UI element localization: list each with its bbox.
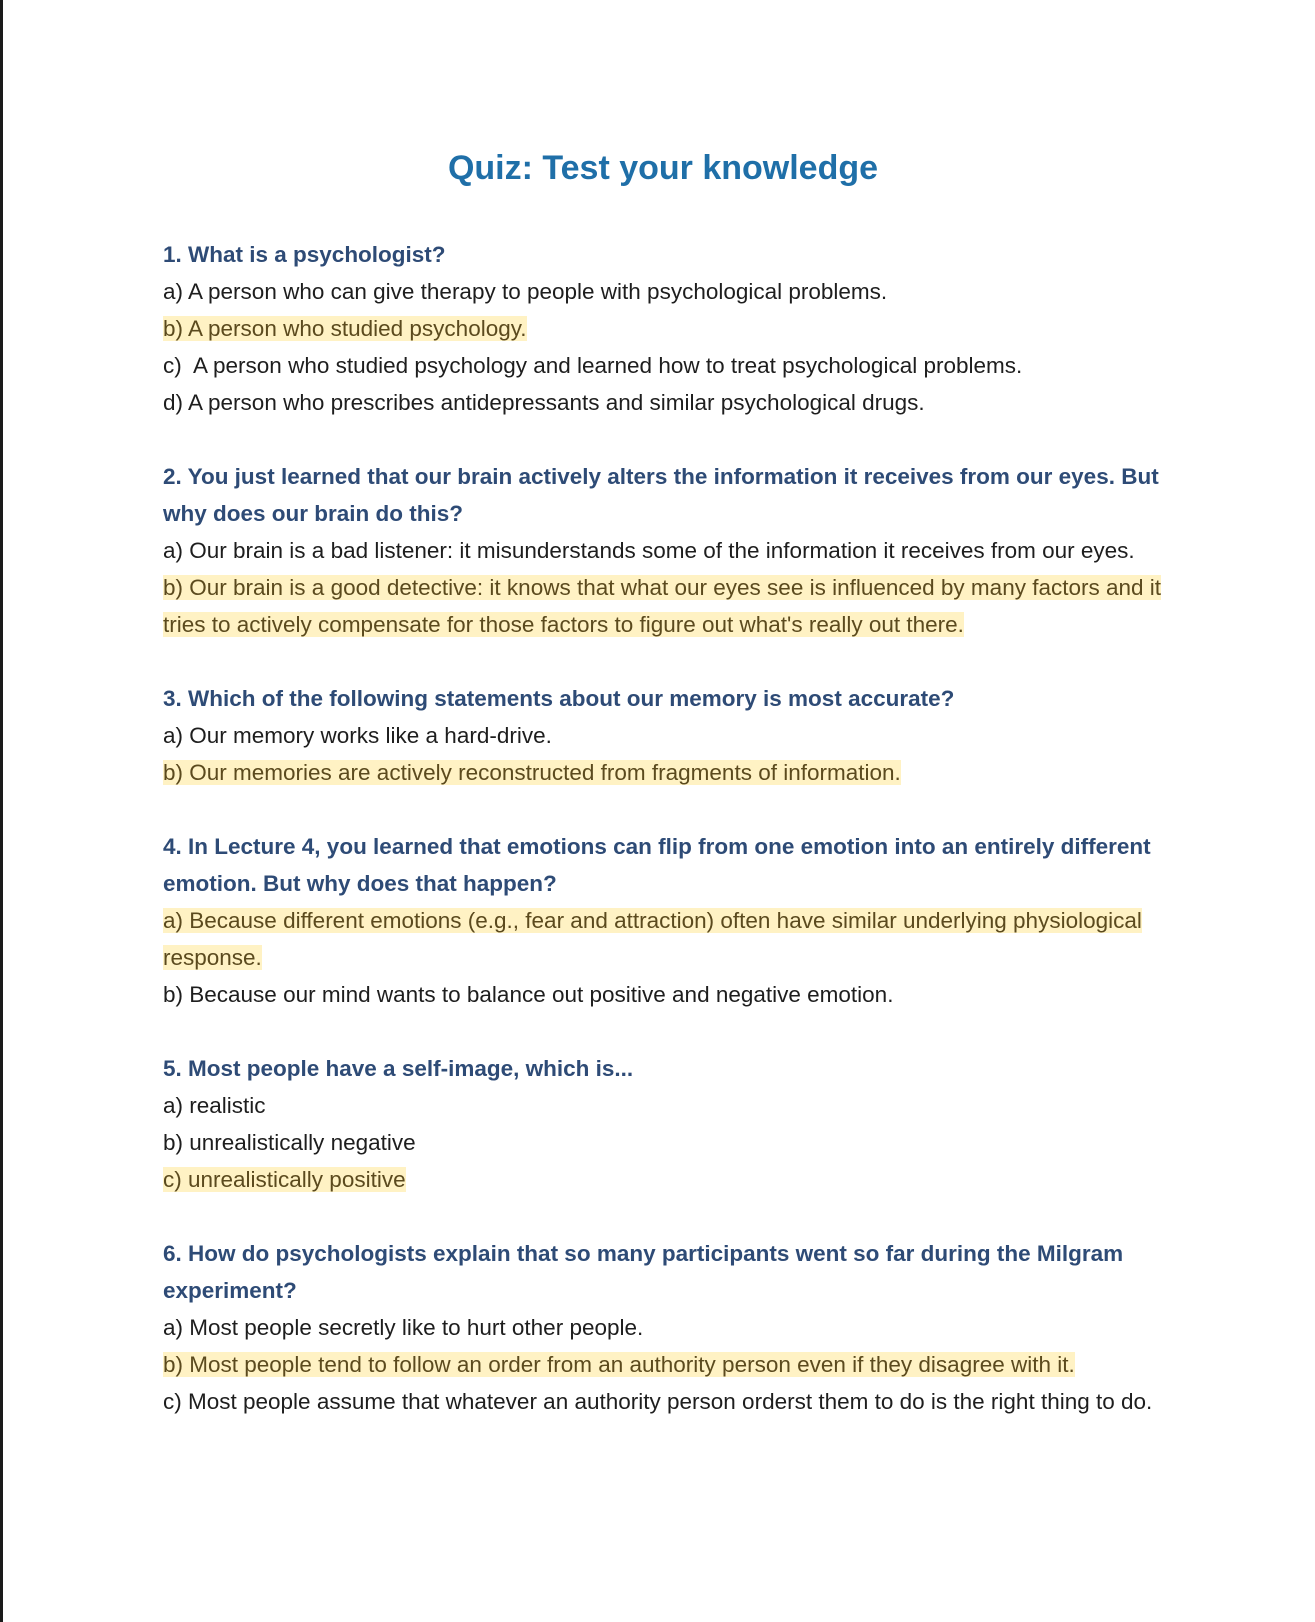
question-2-answer-a: a) Our brain is a bad listener: it misunderstands some of the information it receives from our eyes. xyxy=(163,538,1135,563)
question-1 xyxy=(163,236,1173,421)
highlighted-answer: b) Most people tend to follow an order from an authority person even if they disagree with it. xyxy=(163,1352,1075,1377)
question-6-answer-c: c) Most people assume that whatever an authority person orderst them to do is the right thing to do. xyxy=(163,1389,1153,1414)
highlighted-answer: b) Our memories are actively reconstructed from fragments of information. xyxy=(163,760,901,785)
quiz-content xyxy=(163,236,1173,1457)
question-2-text: 2. You just learned that our brain actively alters the information it receives from our eyes. But why does our brain do this? xyxy=(163,464,1159,526)
question-4-answer-a xyxy=(163,902,1173,976)
question-5 xyxy=(163,1050,1173,1198)
question-1-answer-d: d) A person who prescribes antidepressants and similar psychological drugs. xyxy=(163,390,925,415)
question-3-answer-b xyxy=(163,754,1173,791)
question-5-answer-c xyxy=(163,1161,1173,1198)
question-2 xyxy=(163,458,1173,643)
highlighted-answer: b) Our brain is a good detective: it knows that what our eyes see is influenced by many factors and it tries to actively compensate for those factors to figure out what's really out there. xyxy=(163,575,1162,637)
page-title: Quiz: Test your knowledge xyxy=(447,149,879,187)
question-3-text: 3. Which of the following statements about our memory is most accurate? xyxy=(163,686,955,711)
highlighted-answer: c) unrealistically positive xyxy=(163,1167,406,1192)
question-5-answer-a: a) realistic xyxy=(163,1093,266,1118)
question-1-text: 1. What is a psychologist? xyxy=(163,242,446,267)
question-6-answer-a: a) Most people secretly like to hurt other people. xyxy=(163,1315,644,1340)
question-4-answer-b: b) Because our mind wants to balance out positive and negative emotion. xyxy=(163,982,894,1007)
question-6-text: 6. How do psychologists explain that so many participants went so far during the Milgram experiment? xyxy=(163,1241,1124,1303)
question-4 xyxy=(163,828,1173,1013)
page-left-edge xyxy=(0,0,3,1622)
question-3-answer-a: a) Our memory works like a hard-drive. xyxy=(163,723,552,748)
question-5-answer-b: b) unrealistically negative xyxy=(163,1130,416,1155)
highlighted-answer: b) A person who studied psychology. xyxy=(163,316,527,341)
question-1-answer-c: c) A person who studied psychology and learned how to treat psychological problems. xyxy=(163,353,1023,378)
question-6-answer-b xyxy=(163,1346,1173,1383)
question-4-text: 4. In Lecture 4, you learned that emotions can flip from one emotion into an entirely different emotion. But why does that happen? xyxy=(163,834,1151,896)
question-1-answer-a: a) A person who can give therapy to people with psychological problems. xyxy=(163,279,888,304)
question-2-answer-b xyxy=(163,569,1173,643)
highlighted-answer: a) Because different emotions (e.g., fear and attraction) often have similar underlying physiological response. xyxy=(163,908,1142,970)
question-6 xyxy=(163,1235,1173,1420)
question-5-text: 5. Most people have a self-image, which is... xyxy=(163,1056,634,1081)
question-1-answer-b xyxy=(163,310,1173,347)
question-3 xyxy=(163,680,1173,791)
